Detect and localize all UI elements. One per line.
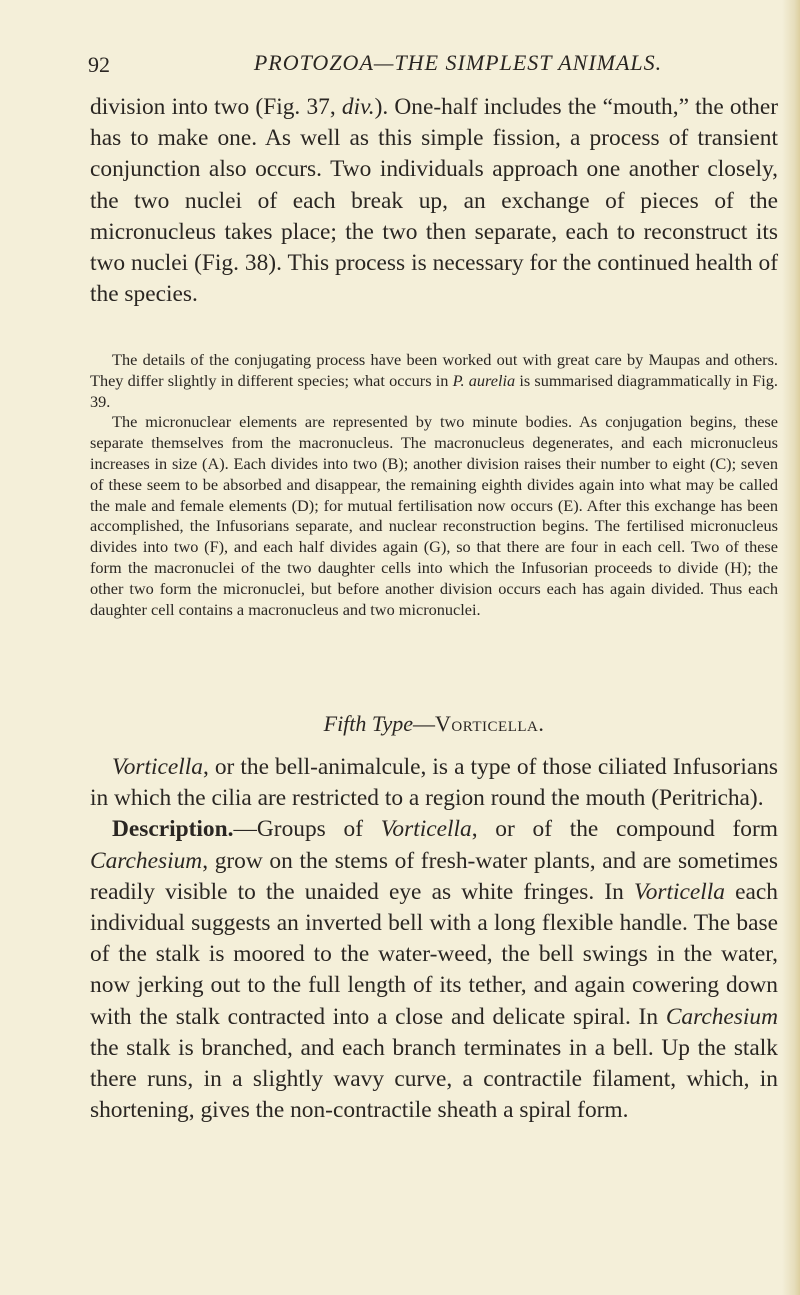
page-header: [88, 46, 778, 80]
text-run: —Groups of: [233, 816, 381, 843]
text-run: , or of the compound form: [471, 816, 778, 843]
page-edge-shadow: [782, 0, 800, 1295]
text-run: , or the bell-animalcule, is a type of those ciliated Infusorians in which the cilia are restricted to a region round the mouth (Peritricha).: [90, 754, 778, 812]
running-head: PROTOZOA—THE SIMPLEST ANIMALS.: [253, 50, 663, 75]
text-run: div.: [341, 94, 375, 120]
text-run: Carchesium: [665, 1003, 778, 1030]
text-run: division into two (Fig. 37,: [90, 94, 342, 120]
text-run: Vorticella: [112, 754, 203, 780]
text-run: —: [413, 711, 436, 736]
text-run: Description.: [112, 816, 234, 843]
paragraph-vorticella-intro: [90, 752, 778, 814]
small-print-block: [90, 350, 778, 620]
text-run: Carchesium: [90, 847, 203, 874]
paragraph-description: [90, 814, 778, 1126]
text-run: the stalk is branched, and each branch terminates in a bell. Up the stalk there runs, in a slightly wavy curve, a contractile filament, which, in shortening, gives the non-contractile sheath a spiral form.: [90, 1034, 778, 1124]
main-text-block-1: [90, 92, 778, 310]
text-run: P. aurelia: [452, 370, 516, 390]
small-paragraph-micronuclear-elements: [90, 412, 778, 620]
text-run: Vorticella: [634, 878, 725, 905]
page-number: 92: [88, 52, 110, 77]
main-text-block-2: [90, 752, 778, 1126]
text-run: Vorticella.: [435, 711, 545, 736]
text-run: The details of the conjugating process have been worked out with great care by Maupas and others. They differ slightly in different species; what occurs in: [90, 350, 778, 390]
text-run: Vorticella: [380, 816, 472, 843]
text-run: The micronuclear elements are represented by two minute bodies. As conjugation begins, these separate themselves from the macronucleus. The macronucleus degenerates, and each micronucleus increases in size (A). Each divides into two (B); another division raises their number to eight (C); seven of these seem to be absorbed and disappear, the remaining eighth divides again into what may be called the male and female elements (D); for mutual fertilisation now occurs (E). After this exchange has been accomplished, the Infusorians separate, and nuclear reconstruction begins. The fertilised micronucleus divides into two (F), and each half divides again (G), so that there are four in each cell. Two of these form the macronuclei of the two daughter cells into which the Infusorian proceeds to divide (H); the other two form the micronuclei, but before another division occurs each has again divided. Thus each daughter cell contains a macronucleus and two micronuclei.: [90, 412, 778, 619]
small-paragraph-conjugation-details: [90, 350, 778, 412]
paragraph-division: [90, 92, 778, 310]
text-run: is summarised diagrammatically in Fig. 39.: [90, 370, 778, 411]
text-run: Fifth Type: [323, 711, 414, 736]
text-run: each individual suggests an inverted bell with a long flexible handle. The base of the stalk is moored to the water-weed, the bell swings in the water, now jerking out to the full length of its tether, and again cowering down with the stalk contracted into a close and delicate spiral. In: [90, 878, 778, 1030]
text-run: , grow on the stems of fresh-water plants, and are sometimes readily visible to the unaided eye as white fringes. In: [90, 847, 778, 905]
section-heading: [90, 711, 778, 737]
text-run: ). One-half includes the “mouth,” the other has to make one. As well as this simple fission, a process of transient conjunction also occurs. Two individuals approach one another closely, the two nuclei of each break up, an exchange of pieces of the micronucleus takes place; the two then separate, each to reconstruct its two nuclei (Fig. 38). This process is necessary for the continued health of the species.: [90, 94, 778, 308]
